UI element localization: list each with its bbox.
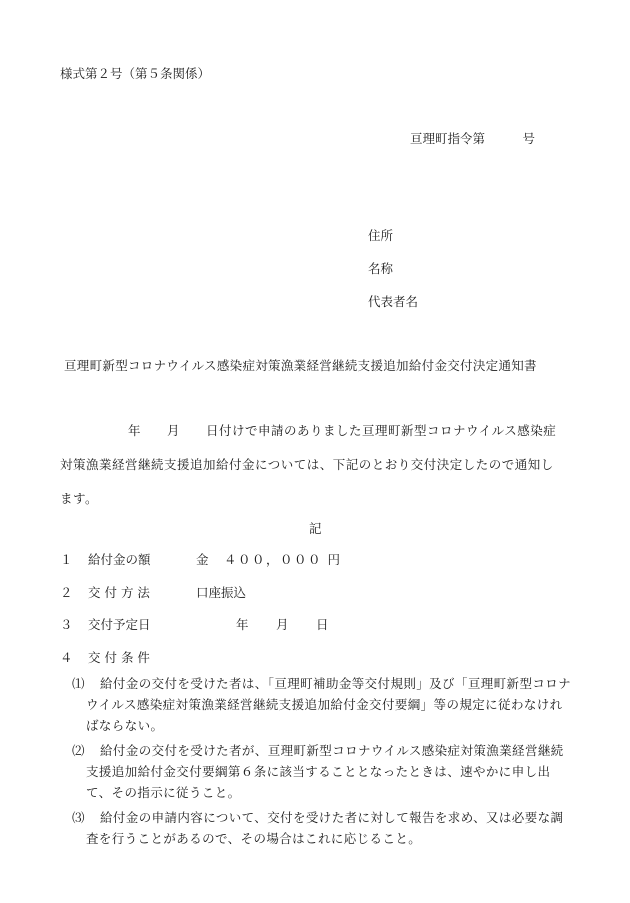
recipient-name-label: 名称 (368, 261, 394, 276)
condition-1-number: ⑴ (72, 676, 85, 691)
condition-1-text: 給付金の交付を受けた者は、「亘理町補助金等交付規則」及び「亘理町新型コロナウイルス感染症対策漁業経営継続支援追加給付金交付要綱」等の規定に従わなければならない。 (86, 676, 572, 733)
body-paragraph (60, 414, 580, 516)
item-3-day: 日 (316, 617, 329, 632)
condition-2 (72, 740, 574, 803)
condition-2-number: ⑵ (72, 743, 85, 758)
condition-3-text: 給付金の申請内容について、交付を受けた者に対して報告を求め、又は必要な調査を行うことがあるので、その場合はこれに応じること。 (86, 810, 564, 846)
item-2-number: ２ (60, 585, 73, 600)
body-line-3: ます。 (60, 491, 99, 506)
item-3-label: 交付予定日 (88, 617, 151, 632)
ki-heading: 記 (309, 521, 322, 536)
recipient-address-label: 住所 (368, 228, 394, 243)
item-4-label: 交 付 条 件 (88, 650, 150, 665)
form-label: 様式第２号（第５条関係） (60, 66, 211, 81)
recipient-representative-label: 代表者名 (368, 294, 419, 309)
body-line-1: 年 月 日付けで申請のありました亘理町新型コロナウイルス感染症 (128, 423, 557, 438)
item-1-number: １ (60, 552, 73, 567)
document-title: 亘理町新型コロナウイルス感染症対策漁業経営継続支援追加給付金交付決定通知書 (64, 358, 537, 373)
item-3-month: 月 (276, 617, 289, 632)
item-2-label: 交 付 方 法 (88, 585, 150, 600)
condition-2-text: 給付金の交付を受けた者が、亘理町新型コロナウイルス感染症対策漁業経営継続支援追加給付金交付要綱第６条に該当することとなったときは、速やかに申し出て、その指示に従うこと。 (86, 743, 564, 800)
condition-3 (72, 807, 574, 849)
document-number: 亘理町指令第 号 (410, 131, 536, 146)
body-line-2: 対策漁業経営継続支援追加給付金については、下記のとおり交付決定したので通知し (60, 457, 554, 472)
condition-3-number: ⑶ (72, 810, 85, 825)
item-1-label: 給付金の額 (88, 552, 151, 567)
item-1-value: 金 ４００，０００ 円 (196, 552, 342, 567)
condition-1 (72, 673, 574, 736)
item-3-number: ３ (60, 617, 73, 632)
item-4-number: ４ (60, 650, 73, 665)
item-3-year: 年 (236, 617, 249, 632)
item-2-value: 口座振込 (196, 585, 247, 600)
